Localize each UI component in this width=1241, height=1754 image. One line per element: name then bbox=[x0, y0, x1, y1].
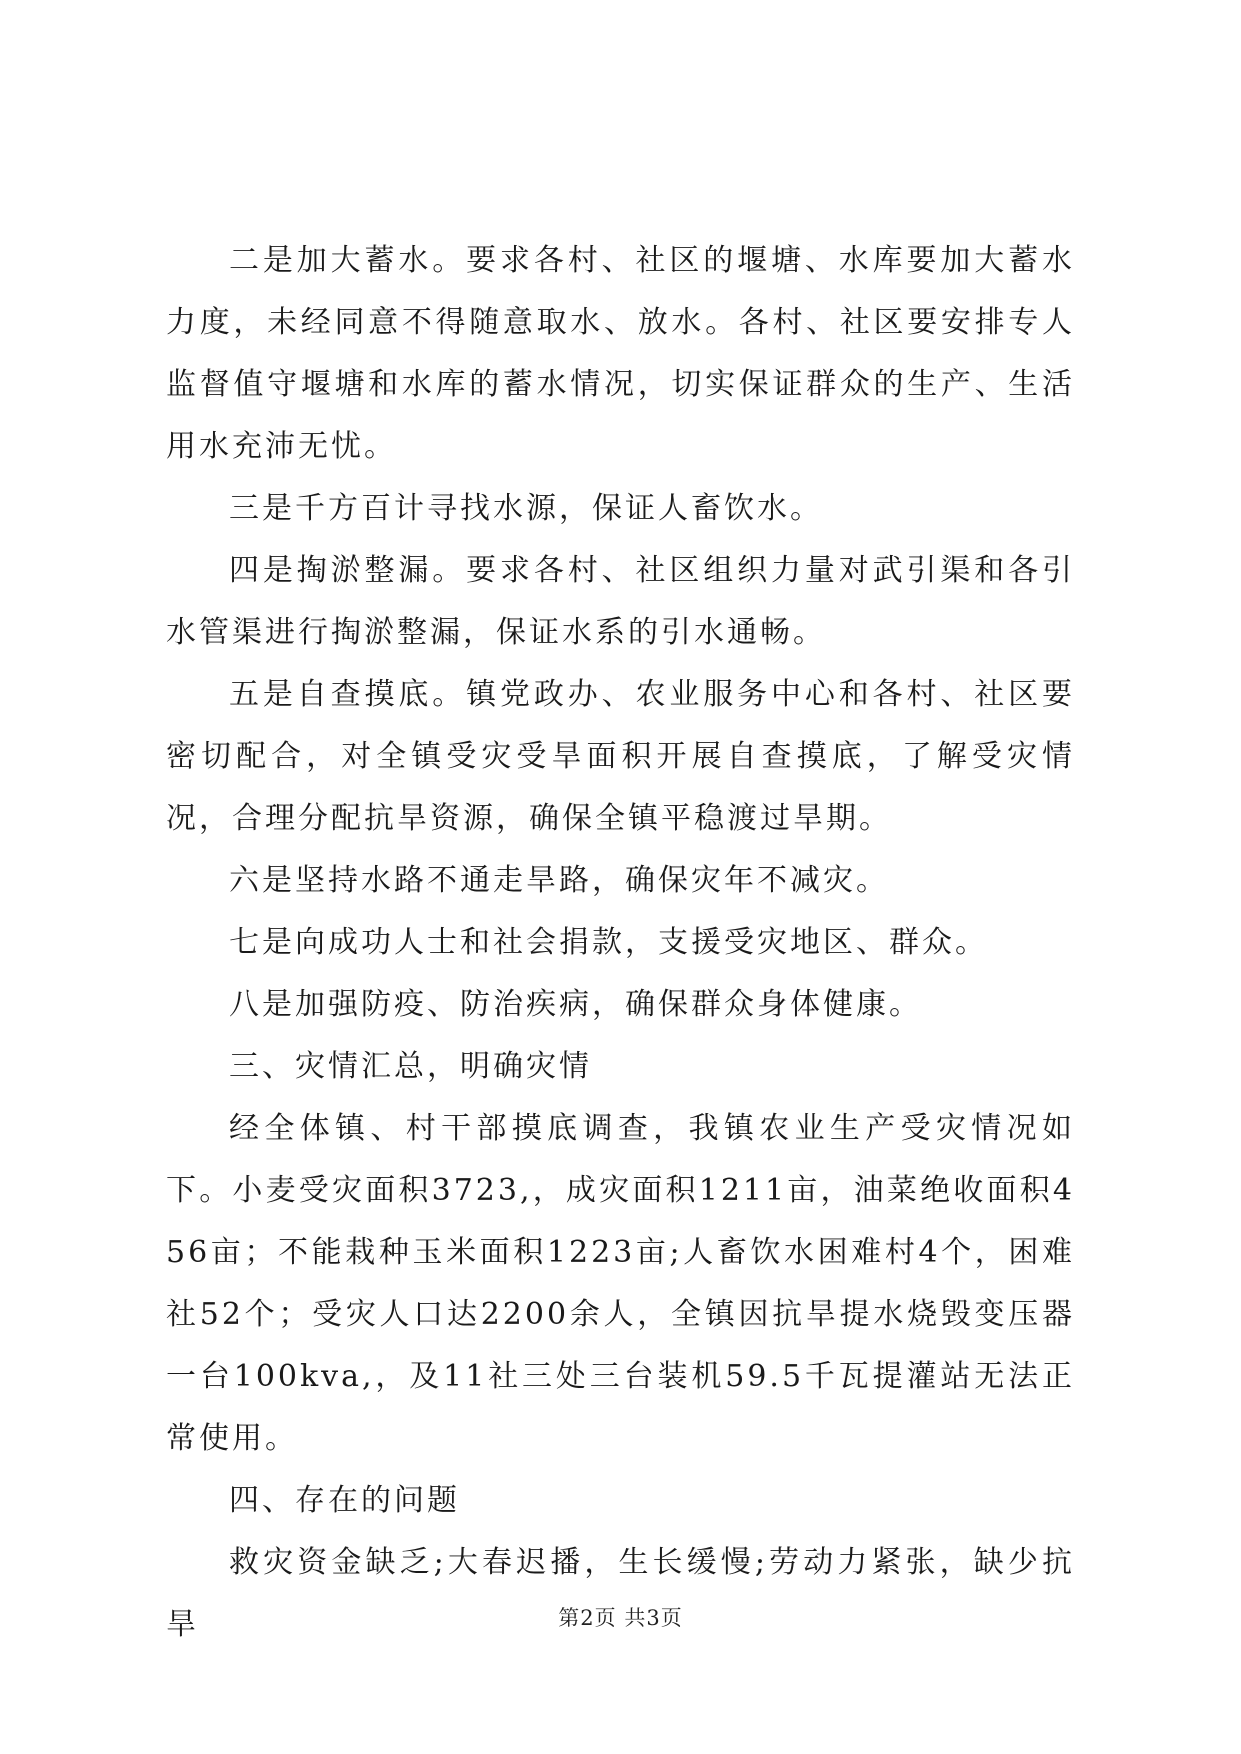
paragraph-donations: 七是向成功人士和社会捐款，支援受灾地区、群众。 bbox=[229, 925, 988, 960]
section-heading-problems: 四、存在的问题 bbox=[229, 1483, 460, 1518]
paragraph-canal-repair: 四是掏淤整漏。要求各村、社区组织力量对武引渠和各引水管渠进行掏淤整漏，保证水系的引水通畅。 bbox=[166, 553, 1075, 650]
paragraph-problems: 救灾资金缺乏;大春迟播，生长缓慢;劳动力紧张，缺少抗旱 bbox=[166, 1545, 1075, 1642]
paragraph-water-storage: 二是加大蓄水。要求各村、社区的堰塘、水库要加大蓄水力度，未经同意不得随意取水、放水。各村、社区要安排专人监督值守堰塘和水库的蓄水情况，切实保证群众的生产、生活用水充沛无忧。 bbox=[166, 243, 1075, 464]
paragraph-epidemic-prevention: 八是加强防疫、防治疾病，确保群众身体健康。 bbox=[229, 987, 922, 1022]
page-number-footer: 第2页 共3页 bbox=[558, 1606, 683, 1630]
paragraph-water-source: 三是千方百计寻找水源，保证人畜饮水。 bbox=[229, 491, 823, 526]
paragraph-disaster-statistics: 经全体镇、村干部摸底调查，我镇农业生产受灾情况如下。小麦受灾面积3723,，成灾面积1211亩，油菜绝收面积456亩；不能栽种玉米面积1223亩;人畜饮水困难村4个，困难社52个；受灾人口达2200余人，全镇因抗旱提水烧毁变压器一台100kva,，及11社三处三台装机59.5千瓦提灌站无法正常使用。 bbox=[166, 1111, 1075, 1456]
paragraph-dry-farming: 六是坚持水路不通走旱路，确保灾年不减灾。 bbox=[229, 863, 889, 898]
document-body bbox=[166, 230, 1075, 1656]
section-heading-disaster-summary: 三、灾情汇总，明确灾情 bbox=[229, 1049, 592, 1084]
paragraph-self-inspection: 五是自查摸底。镇党政办、农业服务中心和各村、社区要密切配合，对全镇受灾受旱面积开展自查摸底，了解受灾情况，合理分配抗旱资源，确保全镇平稳渡过旱期。 bbox=[166, 677, 1075, 836]
